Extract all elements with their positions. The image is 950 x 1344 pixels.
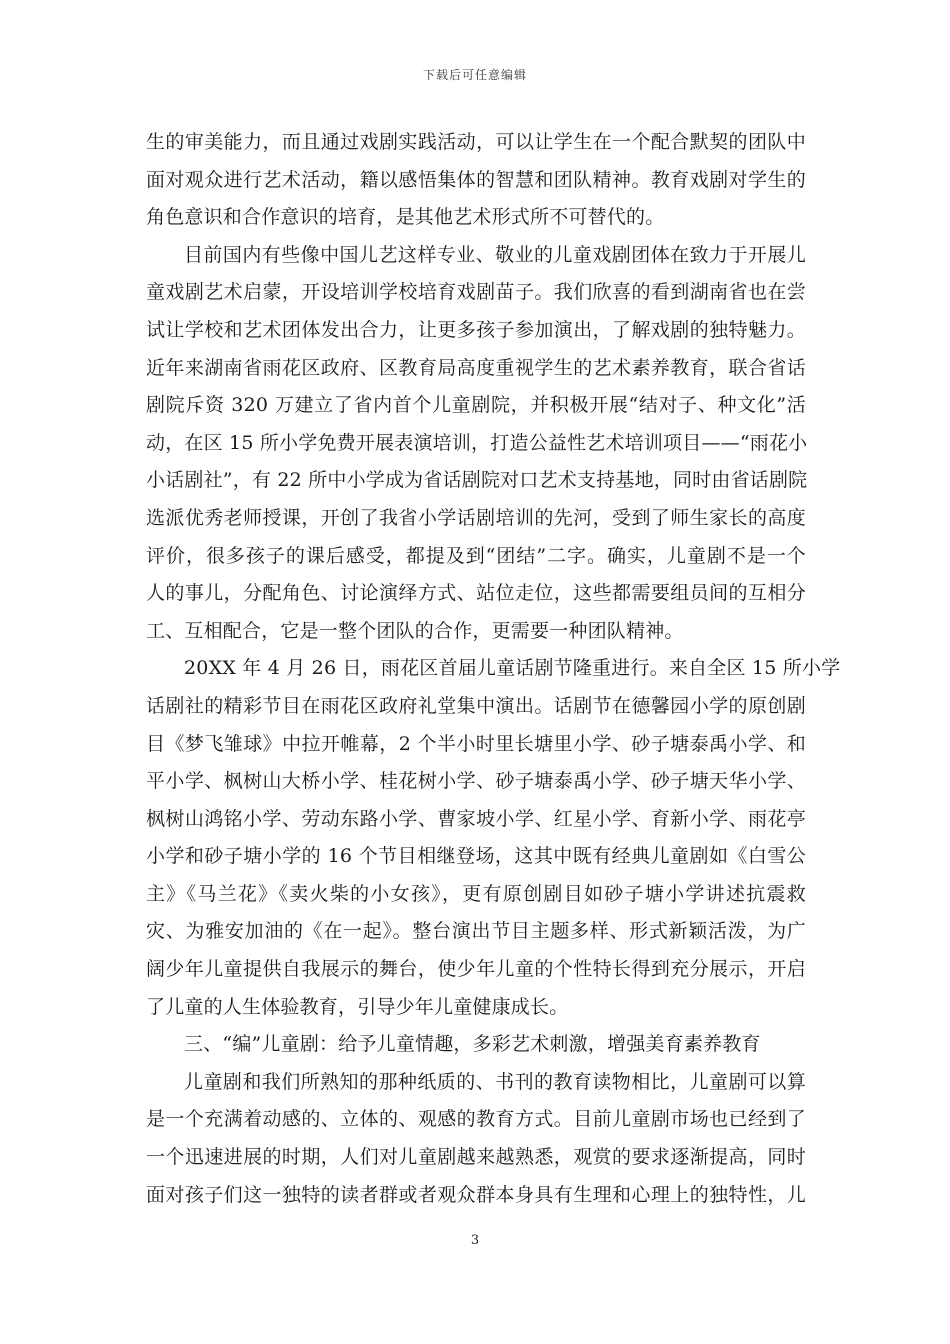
section-heading: 三、“编”儿童剧：给予儿童情趣，多彩艺术刺激，增强美育素养教育 <box>184 1033 761 1056</box>
text-line: 选派优秀老师授课，开创了我省小学话剧培训的先河，受到了师生家长的高度 <box>146 506 806 529</box>
page-header: 下载后可任意编辑 <box>422 68 527 82</box>
text-line: 20XX 年 4 月 26 日，雨花区首届儿童话剧节隆重进行。来自全区 15 所小学 <box>184 657 841 680</box>
text-line: 试让学校和艺术团体发出合力，让更多孩子参加演出，了解戏剧的独特魅力。 <box>146 318 806 341</box>
text-line: 评价，很多孩子的课后感受，都提及到“团结”二字。确实，儿童剧不是一个 <box>146 544 806 567</box>
text-line: 灾、为雅安加油的《在一起》。整台演出节目主题多样、形式新颖活泼，为广 <box>146 920 806 943</box>
text-line: 工、互相配合，它是一整个团队的合作，更需要一种团队精神。 <box>146 619 684 642</box>
document-body <box>146 124 841 1214</box>
text-line: 童戏剧艺术启蒙，开设培训学校培育戏剧苗子。我们欣喜的看到湖南省也在尝 <box>146 281 806 304</box>
text-line: 目《梦飞雏球》中拉开帷幕，2 个半小时里长塘里小学、砂子塘泰禹小学、和 <box>146 732 806 755</box>
text-line: 话剧社的精彩节目在雨花区政府礼堂集中演出。话剧节在德馨园小学的原创剧 <box>146 694 806 717</box>
text-line: 剧院斥资 320 万建立了省内首个儿童剧院，并积极开展“结对子、种文化”活 <box>146 394 806 417</box>
text-line: 一个迅速进展的时期，人们对儿童剧越来越熟悉，观赏的要求逐渐提高，同时 <box>146 1146 806 1169</box>
text-line: 动，在区 15 所小学免费开展表演培训，打造公益性艺术培训项目——“雨花小 <box>146 431 808 454</box>
text-line: 枫树山鸿铭小学、劳动东路小学、曹家坡小学、红星小学、育新小学、雨花亭 <box>146 807 806 830</box>
text-line: 小话剧社”，有 22 所中小学成为省话剧院对口艺术支持基地，同时由省话剧院 <box>146 469 808 492</box>
text-line: 近年来湖南省雨花区政府、区教育局高度重视学生的艺术素养教育，联合省话 <box>146 356 806 379</box>
text-line: 角色意识和合作意识的培育，是其他艺术形式所不可替代的。 <box>146 206 665 229</box>
text-line: 是一个充满着动感的、立体的、观感的教育方式。目前儿童剧市场也已经到了 <box>146 1108 806 1131</box>
text-line: 生的审美能力，而且通过戏剧实践活动，可以让学生在一个配合默契的团队中 <box>146 131 806 153</box>
text-line: 主》《马兰花》《卖火柴的小女孩》，更有原创剧目如砂子塘小学讲述抗震救 <box>146 882 806 905</box>
page-number: 3 <box>470 1233 480 1248</box>
text-line: 小学和砂子塘小学的 16 个节目相继登场，这其中既有经典儿童剧如《白雪公 <box>146 845 806 868</box>
text-line: 儿童剧和我们所熟知的那种纸质的、书刊的教育读物相比，儿童剧可以算 <box>184 1070 806 1093</box>
text-line: 了儿童的人生体验教育，引导少年儿童健康成长。 <box>146 995 569 1018</box>
text-line: 目前国内有些像中国儿艺这样专业、敬业的儿童戏剧团体在致力于开展儿 <box>184 243 806 266</box>
text-line: 面对孩子们这一独特的读者群或者观众群本身具有生理和心理上的独特性，儿 <box>146 1183 806 1206</box>
text-line: 面对观众进行艺术活动，籍以感悟集体的智慧和团队精神。教育戏剧对学生的 <box>146 168 806 191</box>
text-line: 人的事儿，分配角色、讨论演绎方式、站位走位，这些都需要组员间的互相分 <box>146 582 806 605</box>
text-line: 阔少年儿童提供自我展示的舞台，使少年儿童的个性特长得到充分展示，开启 <box>146 958 806 981</box>
text-line: 平小学、枫树山大桥小学、桂花树小学、砂子塘泰禹小学、砂子塘天华小学、 <box>146 770 806 793</box>
